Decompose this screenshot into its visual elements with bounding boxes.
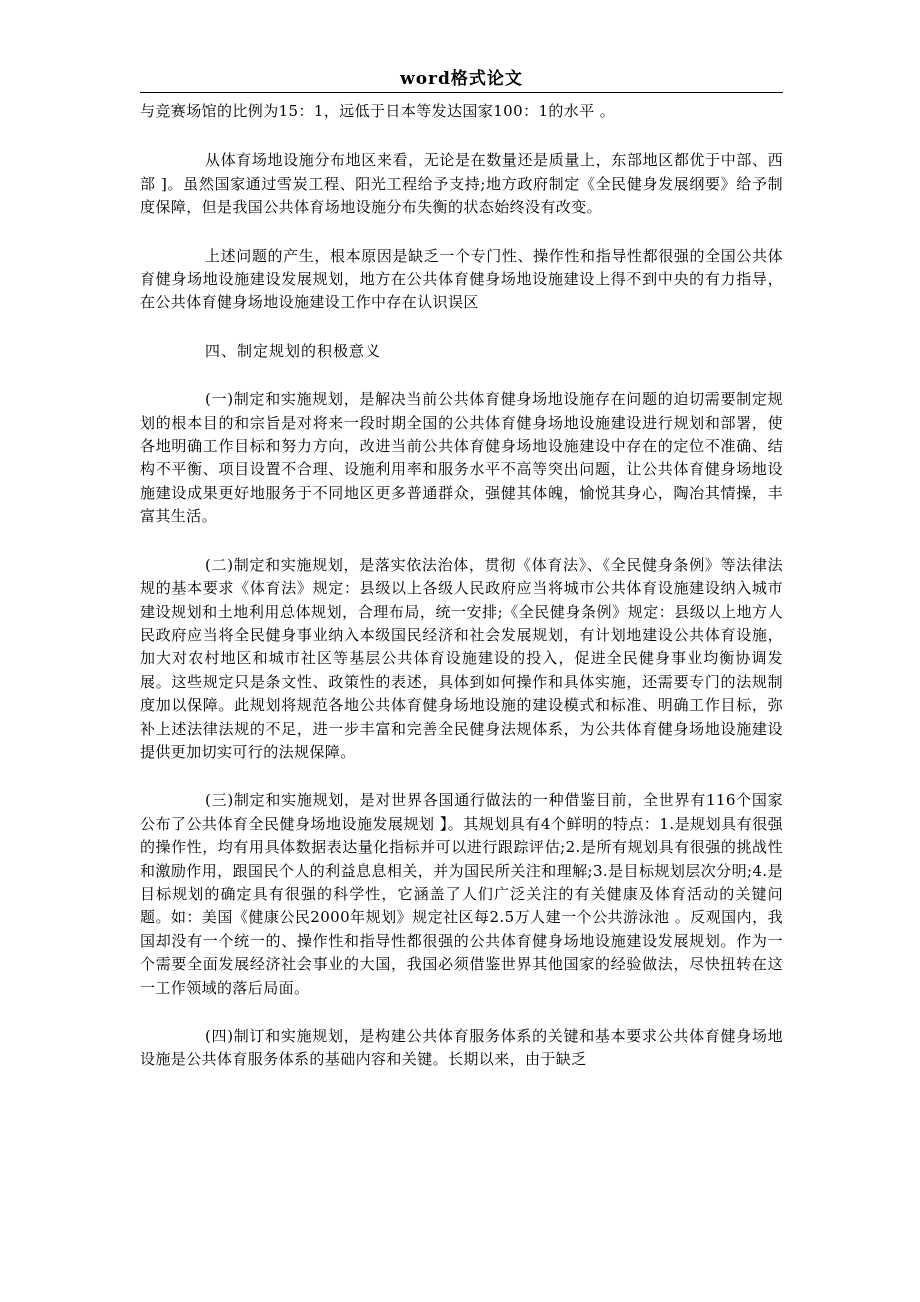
section-heading-significance: 四、制定规划的积极意义	[205, 341, 382, 360]
paragraph-point-three: (三)制定和实施规划，是对世界各国通行做法的一种借鉴目前，全世界有116个国家公布了公共体育全民健身场地设施发展规划 】。其规划具有4个鲜明的特点：1.是规划具有很强的操作性，均有用具体数据表达量化指标并可以进行跟踪评估;2.是所有规划具有很强的挑战性和激励作用，跟国民个人的利益息息相关，并为国民所关注和理解;3.是目标规划层次分明;4.是目标规划的确定具有很强的科学性，它涵盖了人们广泛关注的有关健康及体育活动的关键问题。如：美国《健康公民2000年规划》规定社区每2.5万人建一个公共游泳池 。反观国内，我国却没有一个统一的、操作性和指导性都很强的公共体育健身场地设施建设发展规划。作为一个需要全面发展经济社会事业的大国，我国必须借鉴世界其他国家的经验做法，尽快扭转在这一工作领域的落后局面。	[140, 791, 783, 997]
paragraph-point-one: (一)制定和实施规划，是解决当前公共体育健身场地设施存在问题的迫切需要制定规划的根本目的和宗旨是对将来一段时期全国的公共体育健身场地设施建设进行规划和部署，使各地明确工作目标和努力方向，改进当前公共体育健身场地设施建设中存在的定位不准确、结构不平衡、项目设置不合理、设施利用率和服务水平不高等突出问题，让公共体育健身场地设施建设成果更好地服务于不同地区更多普通群众，强健其体魄，愉悦其身心，陶冶其情操，丰富其生活。	[140, 390, 783, 526]
paragraph-continuation: 与竞赛场馆的比例为15：1，远低于日本等发达国家100：1的水平 。	[140, 102, 616, 120]
page-header-title: word格式论文	[400, 69, 523, 89]
paragraph-regional-distribution: 从体育场地设施分布地区来看，无论是在数量还是质量上，东部地区都优于中部、西部 ]。虽然国家通过雪炭工程、阳光工程给予支持;地方政府制定《全民健身发展纲要》给予制度保障，但是我国公共体育场地设施分布失衡的状态始终没有改变。	[140, 151, 783, 217]
header-divider	[140, 92, 783, 93]
paragraph-root-cause: 上述问题的产生，根本原因是缺乏一个专门性、操作性和指导性都很强的全国公共体育健身场地设施建设发展规划，地方在公共体育健身场地设施建设上得不到中央的有力指导，在公共体育健身场地设施建设工作中存在认识误区	[140, 246, 783, 312]
paragraph-point-four: (四)制订和实施规划，是构建公共体育服务体系的关键和基本要求公共体育健身场地设施是公共体育服务体系的基础内容和关键。长期以来，由于缺乏	[140, 1027, 783, 1069]
paragraph-point-two: (二)制定和实施规划，是落实依法治体，贯彻《体育法》、《全民健身条例》等法律法规的基本要求《体育法》规定：县级以上各级人民政府应当将城市公共体育设施建设纳入城市建设规划和土地利用总体规划，合理布局，统一安排;《全民健身条例》规定：县级以上地方人民政府应当将全民健身事业纳入本级国民经济和社会发展规划，有计划地建设公共体育设施，加大对农村地区和城市社区等基层公共体育设施建设的投入，促进全民健身事业均衡协调发展。这些规定只是条文性、政策性的表述，具体到如何操作和具体实施，还需要专门的法规制度加以保障。此规划将规范各地公共体育健身场地设施的建设模式和标准、明确工作目标，弥补上述法律法规的不足，进一步丰富和完善全民健身法规体系，为公共体育健身场地设施建设提供更加切实可行的法规保障。	[140, 555, 783, 761]
document-body	[140, 100, 783, 1097]
